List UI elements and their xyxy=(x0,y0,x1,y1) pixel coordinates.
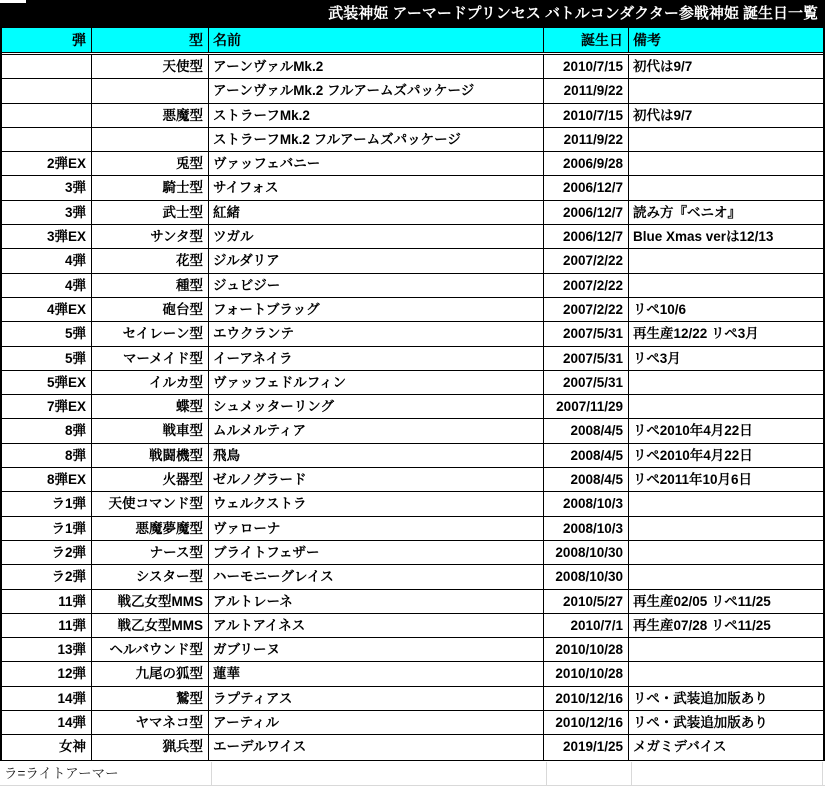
type-cell[interactable]: マーメイド型 xyxy=(92,347,209,370)
table-row xyxy=(2,590,823,614)
name-cell[interactable]: ヴァッフェドルフィン xyxy=(209,371,544,394)
birthday-cell[interactable]: 2010/10/28 xyxy=(544,638,629,661)
birthday-cell[interactable]: 2008/4/5 xyxy=(544,419,629,442)
name-cell[interactable]: サイフォス xyxy=(209,176,544,199)
dan-cell[interactable] xyxy=(2,104,92,127)
name-cell[interactable]: フォートブラッグ xyxy=(209,298,544,321)
birthday-cell[interactable]: 2007/2/22 xyxy=(544,298,629,321)
note-cell[interactable]: 読み方『ベニオ』 xyxy=(633,204,741,220)
name-cell[interactable]: ブライトフェザー xyxy=(209,541,544,564)
birthday-cell[interactable]: 2007/11/29 xyxy=(544,395,629,418)
dan-cell[interactable]: 5弾EX xyxy=(2,371,92,394)
name-cell[interactable]: 蓮華 xyxy=(209,662,544,685)
table-row xyxy=(2,371,823,395)
note-cell[interactable]: メガミデバイス xyxy=(633,739,727,755)
table-row xyxy=(2,614,823,638)
type-cell[interactable]: 火器型 xyxy=(92,468,209,491)
table-row xyxy=(2,735,823,759)
birthday-cell[interactable]: 2007/5/31 xyxy=(544,371,629,394)
note-cell[interactable] xyxy=(629,565,823,588)
type-cell[interactable] xyxy=(92,128,209,151)
dan-cell[interactable]: 3弾EX xyxy=(2,225,92,248)
name-cell[interactable]: エーデルワイス xyxy=(209,735,544,759)
type-cell[interactable]: 戦車型 xyxy=(92,419,209,442)
type-cell[interactable]: 天使コマンド型 xyxy=(92,492,209,515)
birthday-cell[interactable]: 2010/12/16 xyxy=(544,687,629,710)
footer-gridline xyxy=(822,762,823,785)
table-row xyxy=(2,565,823,589)
dan-cell[interactable]: 14弾 xyxy=(2,711,92,734)
note-cell[interactable]: リペ10/6 xyxy=(633,301,687,317)
type-cell[interactable]: 悪魔夢魔型 xyxy=(92,517,209,540)
dan-cell[interactable]: 8弾 xyxy=(2,419,92,442)
dan-cell[interactable]: 5弾 xyxy=(2,322,92,345)
dan-cell[interactable]: 13弾 xyxy=(2,638,92,661)
name-cell[interactable]: 飛鳥 xyxy=(209,444,544,467)
note-cell[interactable] xyxy=(629,128,823,151)
birthday-cell[interactable]: 2007/5/31 xyxy=(544,347,629,370)
type-cell[interactable]: セイレーン型 xyxy=(92,322,209,345)
name-cell[interactable]: ムルメルティア xyxy=(209,419,544,442)
table-row xyxy=(2,55,823,79)
birthday-cell[interactable]: 2008/4/5 xyxy=(544,468,629,491)
type-cell[interactable]: サンタ型 xyxy=(92,225,209,248)
table-row xyxy=(2,322,823,346)
name-cell[interactable]: ストラーフMk.2 フルアームズパッケージ xyxy=(209,128,544,151)
note-cell[interactable] xyxy=(629,176,823,199)
column-header-note[interactable]: 備考 xyxy=(633,32,661,48)
dan-cell[interactable]: ラ2弾 xyxy=(2,541,92,564)
table-row xyxy=(2,176,823,200)
type-cell[interactable]: 猟兵型 xyxy=(92,735,209,759)
dan-cell[interactable]: ラ1弾 xyxy=(2,517,92,540)
table-row xyxy=(2,444,823,468)
birthday-cell[interactable]: 2010/5/27 xyxy=(544,590,629,613)
birthday-cell[interactable]: 2007/2/22 xyxy=(544,249,629,272)
birthday-cell[interactable]: 2008/10/30 xyxy=(544,565,629,588)
type-cell[interactable]: 花型 xyxy=(92,249,209,272)
dan-cell[interactable] xyxy=(2,55,92,78)
type-cell[interactable]: 鷲型 xyxy=(92,687,209,710)
table-row xyxy=(2,419,823,443)
dan-cell[interactable]: 3弾 xyxy=(2,201,92,224)
table-row xyxy=(2,152,823,176)
table-row xyxy=(2,347,823,371)
type-cell[interactable]: 戦闘機型 xyxy=(92,444,209,467)
footer-note-row[interactable] xyxy=(0,762,825,786)
table-row xyxy=(2,517,823,541)
table-row xyxy=(2,274,823,298)
name-cell[interactable]: アルトレーネ xyxy=(209,590,544,613)
name-cell[interactable]: 紅緒 xyxy=(209,201,544,224)
table-row xyxy=(2,638,823,662)
birthday-cell[interactable]: 2010/7/1 xyxy=(544,614,629,637)
dan-cell[interactable]: 14弾 xyxy=(2,687,92,710)
title-cell[interactable] xyxy=(2,0,823,28)
note-cell[interactable] xyxy=(629,274,823,297)
birthday-cell[interactable]: 2007/5/31 xyxy=(544,322,629,345)
birthday-cell[interactable]: 2006/9/28 xyxy=(544,152,629,175)
table-row xyxy=(2,395,823,419)
birthday-cell[interactable]: 2006/12/7 xyxy=(544,201,629,224)
dan-cell[interactable]: 4弾 xyxy=(2,274,92,297)
name-cell[interactable]: ヴァローナ xyxy=(209,517,544,540)
table-row xyxy=(2,541,823,565)
note-cell[interactable] xyxy=(629,152,823,175)
type-cell[interactable]: 種型 xyxy=(92,274,209,297)
note-cell[interactable]: 再生産07/28 リペ11/25 xyxy=(633,617,771,633)
name-cell[interactable]: アーンヴァルMk.2 フルアームズパッケージ xyxy=(209,79,544,102)
table-row xyxy=(2,201,823,225)
note-cell[interactable] xyxy=(629,492,823,515)
note-cell[interactable]: リペ・武装追加版あり xyxy=(633,690,768,706)
note-cell[interactable]: リペ・武装追加版あり xyxy=(633,715,768,731)
dan-cell[interactable]: ラ1弾 xyxy=(2,492,92,515)
type-cell[interactable]: 武士型 xyxy=(92,201,209,224)
type-cell[interactable] xyxy=(92,79,209,102)
note-cell[interactable] xyxy=(629,662,823,685)
table-row xyxy=(2,468,823,492)
footer-gridline xyxy=(546,762,547,785)
birthday-cell[interactable]: 2019/1/25 xyxy=(544,735,629,759)
column-header-name[interactable]: 名前 xyxy=(209,28,544,52)
type-cell[interactable]: 戦乙女型MMS xyxy=(92,590,209,613)
note-cell[interactable]: リペ2010年4月22日 xyxy=(633,447,753,463)
dan-cell[interactable]: 12弾 xyxy=(2,662,92,685)
dan-cell[interactable]: 7弾EX xyxy=(2,395,92,418)
name-cell[interactable]: アーティル xyxy=(209,711,544,734)
dan-cell[interactable] xyxy=(2,128,92,151)
type-cell[interactable]: ナース型 xyxy=(92,541,209,564)
dan-cell[interactable]: 女神 xyxy=(2,735,92,759)
note-cell[interactable] xyxy=(629,371,823,394)
table-header-row xyxy=(2,28,823,53)
type-cell[interactable]: 砲台型 xyxy=(92,298,209,321)
table-row xyxy=(2,128,823,152)
type-cell[interactable]: 兎型 xyxy=(92,152,209,175)
note-cell[interactable] xyxy=(629,249,823,272)
note-cell[interactable] xyxy=(629,638,823,661)
name-cell[interactable]: ハーモニーグレイス xyxy=(209,565,544,588)
dan-cell[interactable]: 8弾EX xyxy=(2,468,92,491)
type-cell[interactable]: 騎士型 xyxy=(92,176,209,199)
name-cell[interactable]: ラプティアス xyxy=(209,687,544,710)
birthday-cell[interactable]: 2010/12/16 xyxy=(544,711,629,734)
dan-cell[interactable]: 2弾EX xyxy=(2,152,92,175)
table-row xyxy=(2,662,823,686)
dan-cell[interactable]: 3弾 xyxy=(2,176,92,199)
birthday-cell[interactable]: 2010/7/15 xyxy=(544,104,629,127)
dan-cell[interactable]: 11弾 xyxy=(2,614,92,637)
footer-gridline xyxy=(211,762,212,785)
note-cell[interactable] xyxy=(629,541,823,564)
type-cell[interactable]: 戦乙女型MMS xyxy=(92,614,209,637)
birthday-cell[interactable]: 2011/9/22 xyxy=(544,79,629,102)
type-cell[interactable]: シスター型 xyxy=(92,565,209,588)
name-cell[interactable]: ウェルクストラ xyxy=(209,492,544,515)
footer-note: ラ=ライトアーマー xyxy=(4,766,119,781)
type-cell[interactable]: 天使型 xyxy=(92,55,209,78)
table-row xyxy=(2,711,823,735)
note-cell[interactable]: 初代は9/7 xyxy=(633,59,693,74)
birthday-cell[interactable]: 2008/10/3 xyxy=(544,492,629,515)
dan-cell[interactable]: 11弾 xyxy=(2,590,92,613)
birthday-cell[interactable]: 2007/2/22 xyxy=(544,274,629,297)
table-row xyxy=(2,687,823,711)
dan-cell[interactable]: ラ2弾 xyxy=(2,565,92,588)
name-cell[interactable]: ジルダリア xyxy=(209,249,544,272)
table-row xyxy=(2,298,823,322)
column-header-birthday[interactable]: 誕生日 xyxy=(544,28,629,52)
note-cell[interactable] xyxy=(629,79,823,102)
column-header-type[interactable]: 型 xyxy=(92,28,209,52)
note-cell[interactable]: リペ2011年10月6日 xyxy=(633,472,753,488)
footer-gridline xyxy=(631,762,632,785)
table-row xyxy=(2,249,823,273)
table-row xyxy=(2,225,823,249)
name-cell[interactable]: イーアネイラ xyxy=(209,347,544,370)
dan-cell[interactable]: 4弾 xyxy=(2,249,92,272)
note-cell[interactable] xyxy=(629,517,823,540)
name-cell[interactable]: ツガル xyxy=(209,225,544,248)
table-row xyxy=(2,492,823,516)
note-cell[interactable]: リペ3月 xyxy=(633,350,681,366)
dan-cell[interactable] xyxy=(2,79,92,102)
birthday-cell[interactable]: 2011/9/22 xyxy=(544,128,629,151)
type-cell[interactable]: 九尾の狐型 xyxy=(92,662,209,685)
type-cell[interactable]: イルカ型 xyxy=(92,371,209,394)
table-body xyxy=(2,55,823,761)
name-cell[interactable]: シュメッターリング xyxy=(209,395,544,418)
type-cell[interactable]: 蝶型 xyxy=(92,395,209,418)
name-cell[interactable]: エウクランテ xyxy=(209,322,544,345)
name-cell[interactable]: ゼルノグラード xyxy=(209,468,544,491)
type-cell[interactable]: ヤマネコ型 xyxy=(92,711,209,734)
table-row xyxy=(2,104,823,128)
birthday-cell[interactable]: 2010/10/28 xyxy=(544,662,629,685)
note-cell[interactable]: 再生産12/22 リペ3月 xyxy=(633,326,759,342)
page-title: 武装神姫 アーマードプリンセス バトルコンダクター参戦神姫 誕生日一覧 xyxy=(328,5,818,22)
birthday-cell[interactable]: 2008/10/30 xyxy=(544,541,629,564)
name-cell[interactable]: アーンヴァルMk.2 xyxy=(209,55,544,78)
note-cell[interactable] xyxy=(629,395,823,418)
birthday-cell[interactable]: 2006/12/7 xyxy=(544,176,629,199)
note-cell[interactable]: Blue Xmas verは12/13 xyxy=(633,229,774,245)
birthday-cell[interactable]: 2008/4/5 xyxy=(544,444,629,467)
column-header-dan[interactable]: 弾 xyxy=(2,28,92,52)
birthday-cell[interactable]: 2008/10/3 xyxy=(544,517,629,540)
corner-notch xyxy=(0,0,26,3)
dan-cell[interactable]: 8弾 xyxy=(2,444,92,467)
name-cell[interactable]: ガブリーヌ xyxy=(209,638,544,661)
name-cell[interactable]: ストラーフMk.2 xyxy=(209,104,544,127)
dan-cell[interactable]: 4弾EX xyxy=(2,298,92,321)
name-cell[interactable]: アルトアイネス xyxy=(209,614,544,637)
name-cell[interactable]: ジュビジー xyxy=(209,274,544,297)
dan-cell[interactable]: 5弾 xyxy=(2,347,92,370)
birthday-cell[interactable]: 2006/12/7 xyxy=(544,225,629,248)
table-row xyxy=(2,79,823,103)
type-cell[interactable]: 悪魔型 xyxy=(92,104,209,127)
note-cell[interactable]: 初代は9/7 xyxy=(633,107,693,123)
note-cell[interactable]: リペ2010年4月22日 xyxy=(633,423,753,439)
type-cell[interactable]: ヘルバウンド型 xyxy=(92,638,209,661)
birthday-cell[interactable]: 2010/7/15 xyxy=(544,55,629,78)
note-cell[interactable]: 再生産02/05 リペ11/25 xyxy=(633,593,771,609)
name-cell[interactable]: ヴァッフェバニー xyxy=(209,152,544,175)
